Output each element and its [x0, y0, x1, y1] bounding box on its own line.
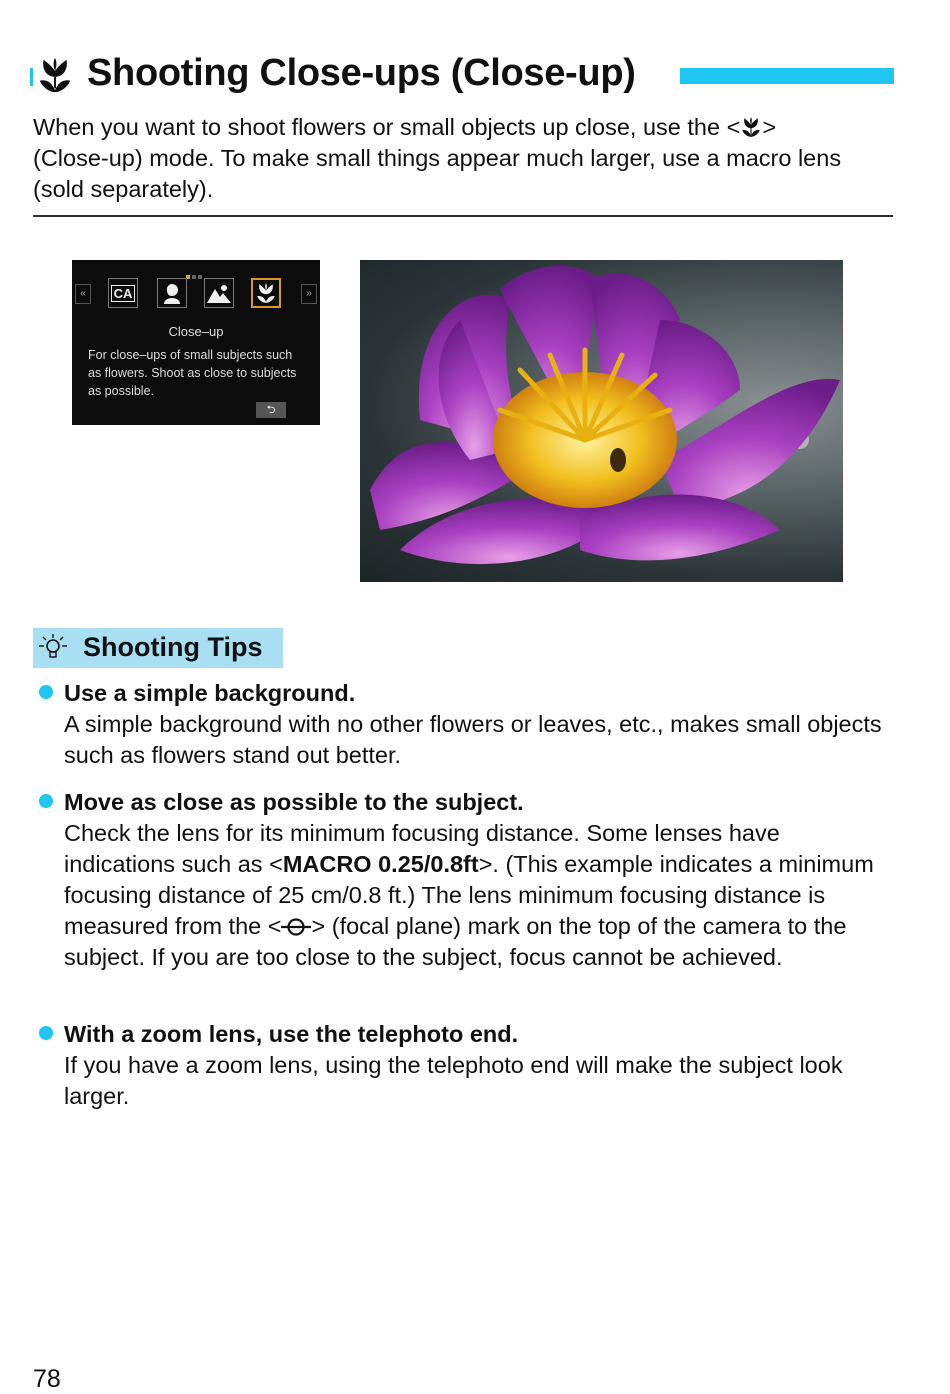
tip-body-text-1: Check the lens for its minimum focusing distance. Some lenses have indications such as < [64, 820, 780, 877]
tip-body-text-2: >. (This example indicates a minimum focusing distance of 25 cm/0.8 ft.) The lens minimum focusing distance is measured from the < [64, 851, 874, 939]
camera-lcd-screen [72, 260, 320, 425]
bullet-icon [39, 1026, 53, 1040]
mode-ca-label: CA [111, 285, 136, 302]
tip-item [33, 787, 895, 1007]
shooting-tips-heading [33, 628, 283, 668]
tip-body: A simple background with no other flowers or leaves, etc., makes small objects such as flowers stand out better. [64, 711, 882, 768]
lightbulb-icon [39, 634, 67, 662]
title-marker [30, 68, 33, 86]
focal-plane-icon [281, 917, 311, 937]
tip-body: If you have a zoom lens, using the telephoto end will make the subject look larger. [64, 1052, 843, 1109]
mode-name-label: Close–up [168, 324, 224, 339]
section-title-row [28, 50, 894, 100]
page-title: Shooting Close-ups (Close-up) [87, 52, 636, 94]
prev-arrow-icon[interactable]: « [75, 284, 91, 304]
sample-photo-water-lily [360, 260, 843, 582]
page-indicator-dots [186, 266, 204, 284]
bullet-icon [39, 685, 53, 699]
title-accent-bar [680, 68, 894, 84]
tip-body [64, 818, 894, 973]
intro-text-2: > [762, 114, 777, 140]
close-up-flower-icon [740, 117, 762, 137]
page-number: 78 [33, 1365, 61, 1393]
intro-text-3: (Close-up) mode. To make small things appear much larger, use a macro lens (sold separately). [33, 145, 842, 202]
mode-portrait[interactable] [157, 278, 187, 308]
back-button[interactable]: ⮌ [256, 402, 286, 418]
tip-body-text-3: > (focal plane) mark on the top of the camera to the subject. If you are too close to the subject, focus cannot be achieved. [64, 913, 847, 970]
shooting-tips-title: Shooting Tips [83, 632, 263, 662]
tip-item [33, 678, 895, 773]
intro-paragraph [33, 112, 893, 205]
mode-creative-auto[interactable] [108, 278, 138, 308]
intro-text-1: When you want to shoot flowers or small objects up close, use the < [33, 114, 741, 140]
portrait-icon [161, 282, 183, 304]
mode-close-up[interactable] [251, 278, 281, 308]
landscape-icon [207, 283, 231, 303]
tip-heading: Use a simple background. [64, 680, 356, 706]
close-up-flower-icon [36, 57, 74, 93]
bullet-icon [39, 794, 53, 808]
tip-item [33, 1019, 895, 1114]
tip-heading: Move as close as possible to the subject. [64, 789, 524, 815]
macro-marking: MACRO 0.25/0.8ft [282, 851, 479, 877]
section-divider [33, 215, 893, 217]
water-lily-illustration [360, 260, 843, 582]
mode-landscape[interactable] [204, 278, 234, 308]
close-up-flower-icon [255, 283, 277, 303]
mode-description: For close–ups of small subjects such as flowers. Shoot as close to subjects as possible. [88, 348, 297, 398]
tip-heading: With a zoom lens, use the telephoto end. [64, 1021, 519, 1047]
next-arrow-icon[interactable]: » [301, 284, 317, 304]
